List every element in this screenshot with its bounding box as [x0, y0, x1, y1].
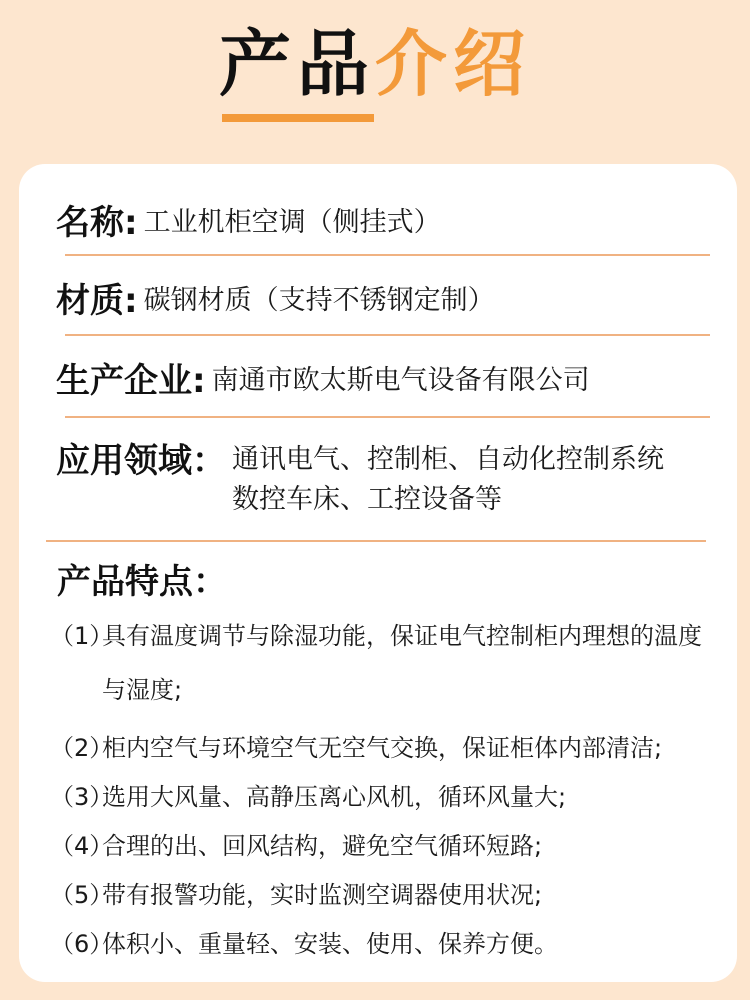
divider: [46, 540, 706, 542]
field-value: 工业机柜空调（侧挂式）: [143, 207, 441, 238]
item-number: （4）: [50, 832, 114, 860]
item-text: 具有温度调节与除湿功能，保证电气控制柜内理想的温度与湿度;: [102, 622, 702, 704]
item-number: （2）: [50, 734, 114, 762]
field-material: [56, 280, 710, 322]
list-item: [50, 618, 720, 717]
features-list: [50, 618, 720, 975]
item-text: 合理的出、回风结构，避免空气循环短路;: [102, 832, 543, 860]
item-text: 带有报警功能，实时监测空调器使用状况;: [102, 881, 543, 909]
field-application: [56, 440, 710, 520]
field-name: [56, 202, 710, 244]
features-title: 产品特点：: [57, 562, 227, 602]
item-number: （1）: [50, 622, 114, 650]
heading-accent-part: 介绍: [375, 22, 532, 106]
item-text: 体积小、重量轻、安装、使用、保养方便。: [102, 930, 558, 958]
list-item: [50, 926, 720, 962]
field-value: 碳钢材质（支持不锈钢定制）: [143, 285, 495, 316]
field-value-line: 通讯电气、控制柜、自动化控制系统: [232, 444, 664, 475]
field-value: [226, 440, 664, 520]
page-heading: [0, 22, 750, 106]
heading-dark-part: 产品: [218, 22, 375, 106]
divider: [65, 334, 710, 336]
list-item: [50, 779, 720, 815]
list-item: [50, 730, 720, 766]
divider: [65, 254, 710, 256]
item-number: （6）: [50, 930, 114, 958]
heading-underline: [222, 114, 374, 122]
divider: [65, 416, 710, 418]
item-text: 柜内空气与环境空气无空气交换，保证柜体内部清洁;: [102, 734, 663, 762]
field-label: 材质:: [56, 281, 138, 321]
field-label: 应用领域：: [56, 441, 226, 481]
item-number: （3）: [50, 783, 114, 811]
item-number: （5）: [50, 881, 114, 909]
list-item: [50, 828, 720, 864]
field-value-line: 数控车床、工控设备等: [232, 484, 502, 515]
field-manufacturer: [56, 360, 710, 402]
item-text: 选用大风量、高静压离心风机，循环风量大;: [102, 783, 567, 811]
field-label: 名称:: [56, 203, 138, 243]
field-label: 生产企业:: [56, 361, 206, 401]
list-item: [50, 877, 720, 913]
field-value: 南通市欧太斯电气设备有限公司: [211, 365, 590, 396]
